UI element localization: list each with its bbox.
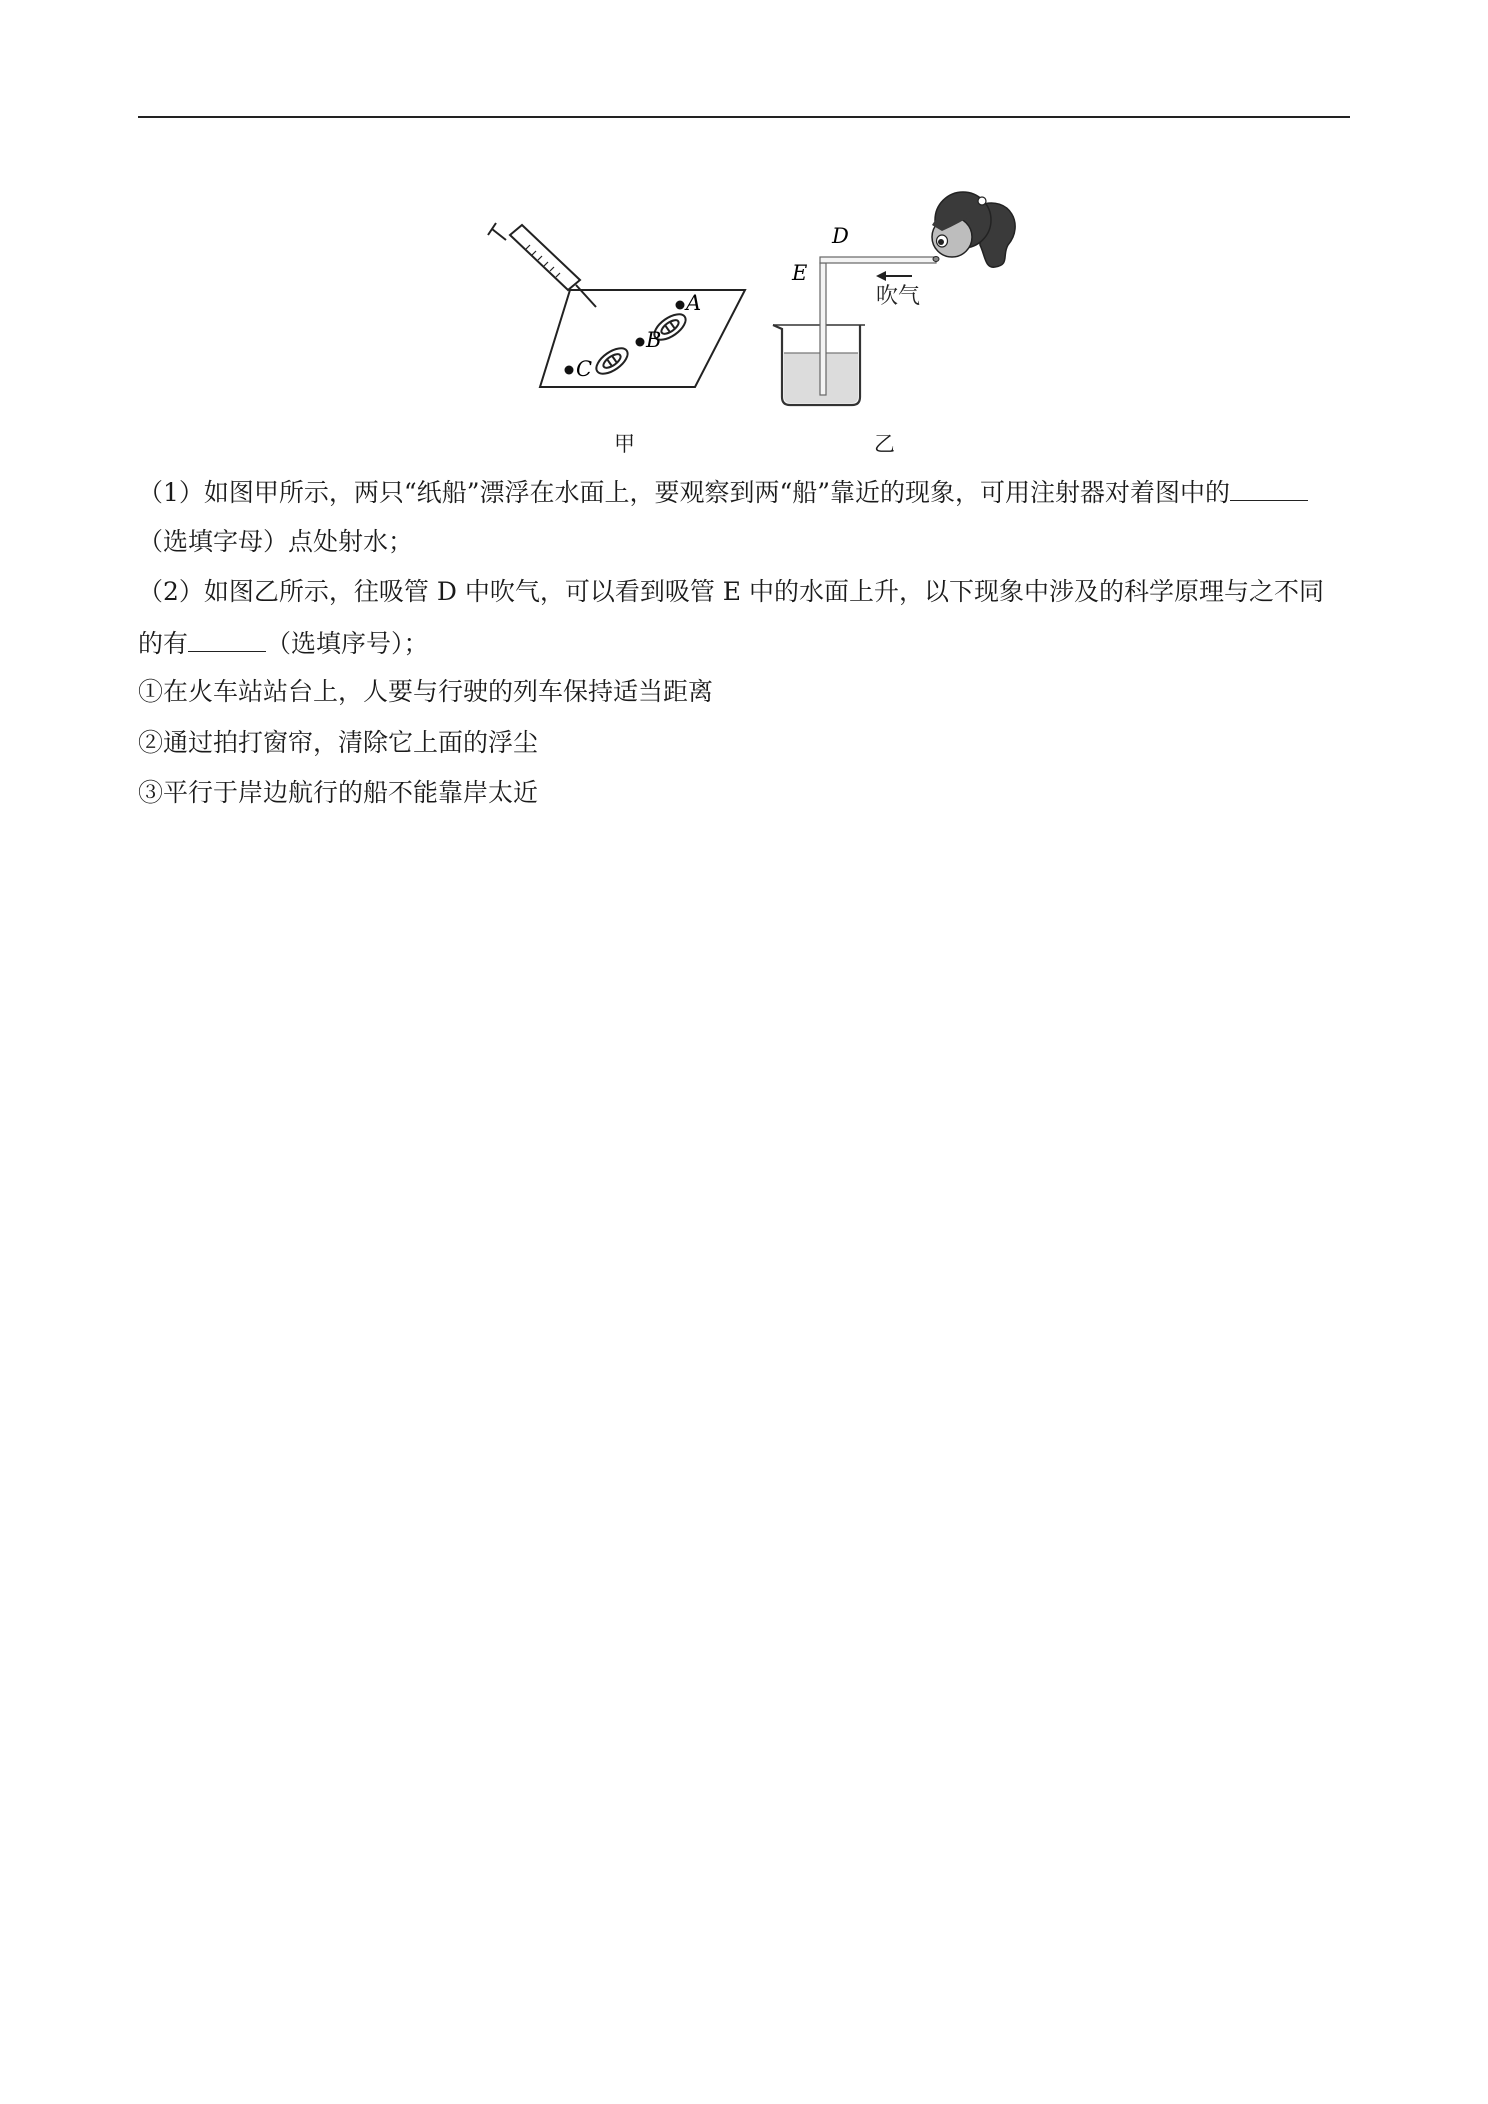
- point-c: [565, 366, 574, 375]
- question2-suffix: （选填序号）；: [266, 629, 429, 658]
- option-3: ③平行于岸边航行的船不能靠岸太近: [138, 778, 539, 807]
- arrow-left-icon: [876, 271, 912, 281]
- option-2: ②通过拍打窗帘，清除它上面的浮尘: [138, 728, 539, 757]
- figure-drawing: [480, 185, 1020, 440]
- paper-boat-icon: [592, 343, 632, 378]
- question1-text: （1）如图甲所示，两只“纸船”漂浮在水面上，要观察到两“船”靠近的现象，可用注射器对着图中的: [138, 478, 1231, 507]
- question2-line2: [138, 625, 1350, 661]
- question2-line1: （2）如图乙所示，往吸管 D 中吹气，可以看到吸管 E 中的水面上升，以下现象中涉及的科学原理与之不同: [138, 577, 1324, 606]
- point-b: [636, 338, 645, 347]
- figure-left: [488, 223, 745, 387]
- question1-line1: [138, 474, 1350, 510]
- answer-blank-1[interactable]: [1230, 474, 1308, 501]
- syringe-icon: [488, 223, 596, 307]
- option-1: ①在火车站站台上，人要与行驶的列车保持适当距离: [138, 677, 714, 706]
- tube-e: [820, 263, 826, 395]
- question2-prefix: 的有: [138, 629, 189, 658]
- blow-label: 吹气: [876, 284, 921, 309]
- girl-head-icon: [932, 192, 1015, 267]
- figure-area: [480, 185, 1020, 440]
- point-a: [676, 301, 685, 310]
- tube-d: [820, 257, 936, 263]
- label-b: B: [646, 328, 662, 352]
- question1-line2: （选填字母）点处射水；: [138, 527, 414, 556]
- label-c: C: [576, 357, 593, 381]
- caption-left: 甲: [614, 432, 635, 456]
- label-e: E: [792, 261, 808, 285]
- label-a: A: [686, 291, 702, 315]
- label-d: D: [832, 224, 849, 248]
- top-rule: [138, 116, 1350, 118]
- caption-right: 乙: [874, 432, 895, 456]
- answer-blank-2[interactable]: [188, 625, 266, 652]
